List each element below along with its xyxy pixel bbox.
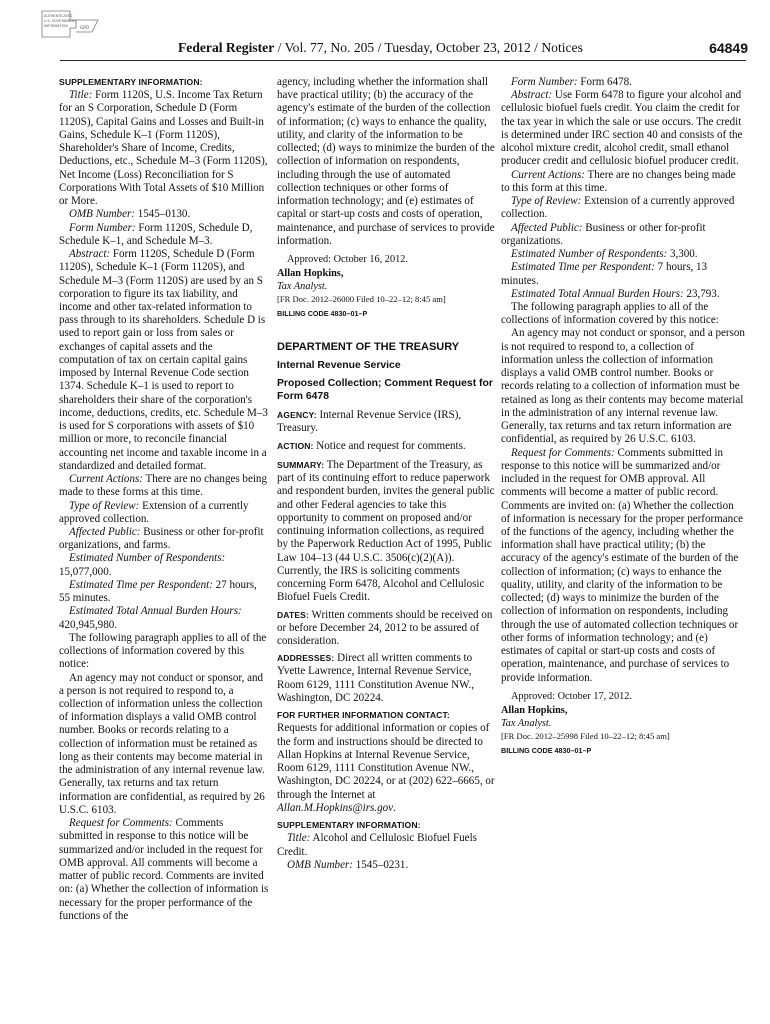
contact-email-link[interactable]: Allan.M.Hopkins@irs.gov [277,801,394,814]
agency-heading: Internal Revenue Service [277,359,401,371]
current-actions-paragraph: Current Actions: There are no changes being made to these forms at this time. [59,473,267,499]
billing-code-2: BILLING CODE 4830–01–P [501,746,592,755]
agency-paragraph-2: An agency may not conduct or sponsor, and a person is not required to respond to, a collection of information unless the collection of information displays a valid OMB control number. Books or records relating to a collection of information must be retained as long as their contents may become material in the administration of any internal revenue law. Generally, tax returns and tax return information are confidential, as required by 26 U.S.C. 6103. [501,327,745,446]
addresses-paragraph: ADDRESSES: Direct all written comments to Yvette Lawrence, Internal Revenue Service, Room 6129, 1111 Constitution Avenue NW., Washington, DC 20224. [277,652,475,704]
signer-name-2: Allan Hopkins, [501,705,568,717]
applies-paragraph: The following paragraph applies to all of the collections of information covered by this notice: [59,631,267,671]
gpo-authenticated-seal-icon [36,8,106,40]
title-paragraph: Title: Form 1120S, U.S. Income Tax Return for an S Corporation, Schedule D (Form 1120S), Capital Gains and Losses and Built-in Gains, Schedule K–1 (Form 1120S), Shareholder's Share of Income, Credits, Deductions, etc., Schedule M–3 (Form 1120S), Net Income (Loss) Reconciliation for S Corporations With Total Assets of $10 Million or More. [59,89,268,208]
billing-code: BILLING CODE 4830–01–P [277,309,368,319]
form-number-paragraph: Form Number: Form 1120S, Schedule D, Schedule K–1, and Schedule M–3. [59,221,253,247]
further-info-label-line: FOR FURTHER INFORMATION CONTACT: [277,710,450,721]
agency-paragraph: An agency may not conduct or sponsor, and a person is not required to respond to, a collection of information unless the collection of information displays a valid OMB control number. Books or records relating to a collection of information must be retained as long as their contents may become material in the administration of any internal revenue law. Generally, tax returns and tax return information are confidential, as required by 26 U.S.C. 6103. [59,671,265,816]
supp-info-label: SUPPLEMENTARY INFORMATION: [59,77,203,87]
time-per-respondent-paragraph-2: Estimated Time per Respondent: 7 hours, 13 minutes. [501,261,708,287]
signer-title-2: Tax Analyst. [501,717,552,729]
title-paragraph-2: Title: Alcohol and Cellulosic Biofuel Fuels Credit. [277,832,477,858]
request-for-comments-paragraph-2: Request for Comments: Comments submitted in response to this notice will be summarized and/or included in the request for OMB approval. All comments will become a matter of public record. Comments are invited on: (a) Whether the collection of information is necessary for the proper performance of the functions of the agency, including whether the information shall have practical utility; (b) the accuracy of the agency's estimate of the burden of the collection of information; (c) ways to enhance the quality, utility, and clarity of the information to be collected; (d) ways to minimize the burden of the collection of information on respondents, including through the use of automated collection techniques or other forms of information technology; and (e) estimates of capital or start-up costs and costs of operation, maintenance, and purchase of services to provide information. [501,446,744,684]
signer-name: Allan Hopkins, [277,268,344,280]
department-heading: DEPARTMENT OF THE TREASURY [277,340,460,353]
running-header [178,40,748,56]
current-actions-paragraph-2: Current Actions: There are no changes being made to this form at this time. [501,168,736,194]
agency-line: AGENCY: Internal Revenue Service (IRS), Treasury. [277,409,462,435]
approved-date-2: Approved: October 17, 2012. [511,690,632,702]
fr-doc-line-2: [FR Doc. 2012–25998 Filed 10–22–12; 8:45 am] [501,731,670,741]
action-line: ACTION: Notice and request for comments. [277,439,466,452]
svg-text:INFORMATION: INFORMATION [44,24,68,28]
svg-text:AUTHENTICATED: AUTHENTICATED [44,14,73,18]
issue-details: / Vol. 77, No. 205 / Tuesday, October 23, 2012 / Notices [274,40,583,55]
respondents-paragraph-2: Estimated Number of Respondents: 3,300. [511,248,698,261]
affected-public-paragraph: Affected Public: Business or other for-profit organizations, and farms. [59,525,264,552]
burden-hours-paragraph-2: Estimated Total Annual Burden Hours: 23,793. [511,287,720,300]
omb-paragraph-2: OMB Number: 1545–0231. [287,858,409,871]
supp-info-label-2: SUPPLEMENTARY INFORMATION: [277,820,421,831]
request-for-comments-paragraph: Request for Comments: Comments submitted in response to this notice will be summarized and/or included in the request for OMB approval. All comments will become a matter of public record. Comments are invited on: (a) Whether the collection of information is necessary for the proper performance of the functions of the [59,817,269,922]
further-info-paragraph: Requests for additional information or copies of the form and instructions should be directed to Allan Hopkins at Internal Revenue Service, Room 6129, 1111 Constitution Avenue NW., Washington, DC 20224, or at (202) 622–6665, or through the Internet at Allan.M.Hopkins@irs.gov. [277,722,495,814]
affected-public-paragraph-2: Affected Public: Business or other for-profit organizations. [501,221,706,247]
page-number: 64849 [709,40,748,56]
burden-hours-paragraph: Estimated Total Annual Burden Hours: 420,945,980. [59,605,242,631]
abstract-paragraph: Abstract: Form 1120S, Schedule D (Form 1120S), Schedule K–1 (Form 1120S), and Schedule M–3 (Form 1120S) are used by an S corporation to figure its tax liability, and income and other tax-related information to pass through to its shareholders. Schedule D is used to report gain or loss from sales or exchanges of capital assets and the computation of tax on certain capital gains imposed by Internal Revenue Code section 1374. Schedule K–1 is used to report to shareholders their share of the corporation's income, deductions, credits, etc. Schedule M–3 is used for S corporations with assets of $10 million or more, to reconcile financial accounting net income and taxable income in a standardized and detailed format. [59,248,268,472]
type-of-review-paragraph-2: Type of Review: Extension of a currently approved collection. [501,195,735,221]
svg-text:U.S. GOVERNMENT: U.S. GOVERNMENT [44,19,77,23]
time-per-respondent-paragraph: Estimated Time per Respondent: 27 hours, 55 minutes. [59,578,257,605]
abstract-paragraph-2: Abstract: Use Form 6478 to figure your alcohol and cellulosic biofuel fuels credit. You claim the credit for the tax year in which the sale or use occurs. The credit is determined under IRC section 40 and consists of the alcohol mixture credit, alcohol credit, small ethanol producer credit and cellulosic biofuel producer credit. [501,89,743,168]
applies-paragraph-2: The following paragraph applies to all of the collections of information covered by this notice: [501,300,719,327]
respondents-paragraph: Estimated Number of Respondents: 15,077,000. [59,552,226,578]
continued-paragraph: agency, including whether the information shall have practical utility; (b) the accuracy of the agency's estimate of the burden of the collection of information; (c) ways to enhance the quality, utility, and clarity of the information to be collected; (d) ways to minimize the burden of the collection of information on respondents, including through the use of automated collection techniques or other forms of information technology; and (e) estimates of capital or start-up costs and costs of operation, maintenance, and purchase of services to provide information. [277,76,495,247]
summary-paragraph: SUMMARY: The Department of the Treasury, as part of its continuing effort to reduce paperwork and respondent burden, invites the general public and other Federal agencies to take this opportunity to comment on proposed and/or continuing information collections, as required by the Paperwork Reduction Act of 1995, Public Law 104–13 (44 U.S.C. 3506(c)(2)(A)). Currently, the IRS is soliciting comments concerning Form 6478, Alcohol and Cellulosic Biofuel Fuels Credit. [277,458,495,604]
journal-title: Federal Register [178,40,275,55]
signer-title: Tax Analyst. [277,280,328,292]
column-2 [277,76,495,872]
dates-paragraph: DATES: Written comments should be received on or before December 24, 2012 to be assured of consideration. [277,608,493,647]
form-number-paragraph-2: Form Number: Form 6478. [511,76,632,88]
omb-paragraph: OMB Number: 1545–0130. [69,208,191,221]
column-1 [59,76,269,923]
approved-date: Approved: October 16, 2012. [287,254,408,266]
svg-text:GPO: GPO [80,25,90,30]
type-of-review-paragraph: Type of Review: Extension of a currently approved collection. [59,499,249,525]
column-3 [501,76,745,757]
fr-doc-line: [FR Doc. 2012–26000 Filed 10–22–12; 8:45 am] [277,294,446,305]
notice-subject-heading: Proposed Collection; Comment Request for Form 6478 [277,378,493,402]
header-rule [60,60,746,61]
